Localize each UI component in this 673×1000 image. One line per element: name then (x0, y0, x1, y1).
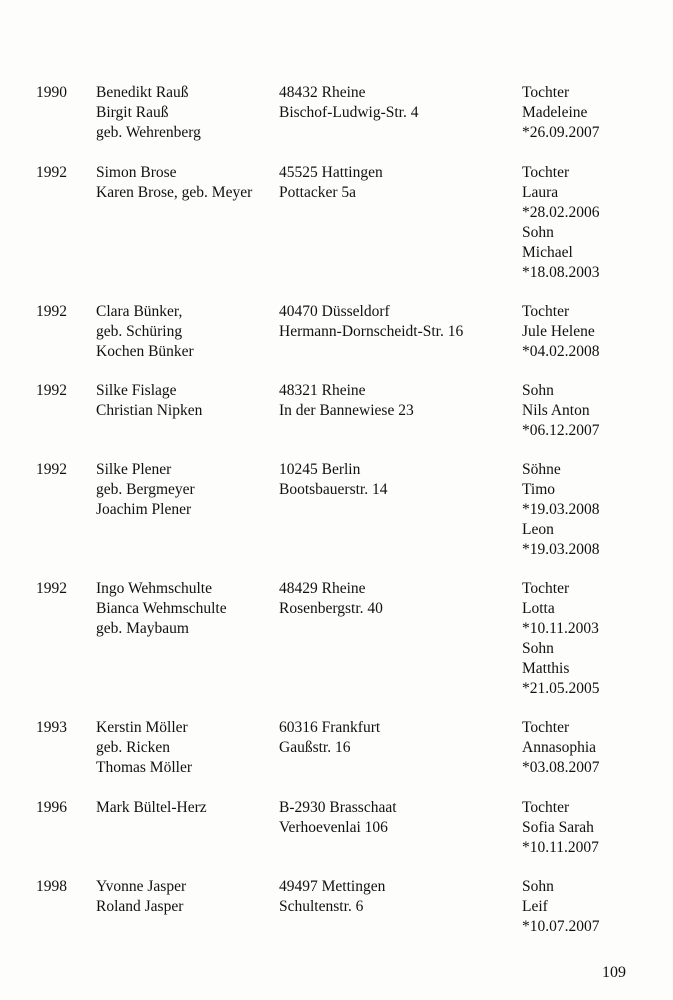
entry-names-line: geb. Bergmeyer (96, 481, 195, 498)
entry-address (279, 302, 463, 342)
entry-children-line: Michael (522, 244, 573, 261)
entry-names (96, 163, 252, 203)
entry-names-line: Christian Nipken (96, 402, 203, 419)
entry-names-line: Joachim Plener (96, 501, 192, 518)
entry-address-line: In der Bannewiese 23 (279, 402, 414, 419)
entry-address-line: Bootsbauerstr. 14 (279, 481, 388, 498)
entry-children-line: Tochter (522, 164, 570, 181)
year-text: 1990 (36, 84, 67, 101)
entry-children (522, 163, 600, 283)
year-text: 1992 (36, 164, 67, 181)
year-text: 1992 (36, 382, 67, 399)
entry-year (36, 877, 67, 897)
entry-names-line: Birgit Rauß (96, 104, 169, 121)
year-text: 1996 (36, 799, 67, 816)
entry-children-line: Sohn (522, 224, 554, 241)
entry-children-line: Leon (522, 521, 554, 538)
entry-children-line: *19.03.2008 (522, 501, 600, 518)
entry-names-line: Mark Bültel-Herz (96, 799, 207, 816)
entry-year (36, 381, 67, 401)
entry-names-line: Silke Plener (96, 461, 172, 478)
entry-children-line: *10.11.2003 (522, 620, 599, 637)
entry-address-line: Gaußstr. 16 (279, 739, 351, 756)
entry-address-line: 49497 Mettingen (279, 878, 386, 895)
entry-names-line: Karen Brose, geb. Meyer (96, 184, 253, 201)
year-text: 1992 (36, 580, 67, 597)
entry-children-line: Madeleine (522, 104, 588, 121)
entry-children-line: Tochter (522, 84, 570, 101)
entry-address-line: 48432 Rheine (279, 84, 366, 101)
entry-children-line: Sohn (522, 878, 554, 895)
entry-names (96, 302, 194, 362)
entry-children (522, 460, 600, 560)
entry-names-line: Silke Fislage (96, 382, 177, 399)
entry-address (279, 579, 383, 619)
entry-address-line: 10245 Berlin (279, 461, 361, 478)
entry-names (96, 718, 192, 778)
entry-children-line: Nils Anton (522, 402, 590, 419)
entry-children-line: Tochter (522, 719, 570, 736)
entry-children-line: *19.03.2008 (522, 541, 600, 558)
entry-address (279, 798, 397, 838)
entry-children-line: Matthis (522, 660, 570, 677)
entry-names-line: Clara Bünker, (96, 303, 183, 320)
year-text: 1998 (36, 878, 67, 895)
entry-children-line: Laura (522, 184, 559, 201)
entry-names (96, 460, 195, 520)
entry-names-line: geb. Wehrenberg (96, 124, 201, 141)
entry-names-line: geb. Ricken (96, 739, 171, 756)
entry-children (522, 579, 600, 699)
entry-children-line: *18.08.2003 (522, 264, 600, 281)
year-text: 1993 (36, 719, 67, 736)
entry-address-line: Pottacker 5a (279, 184, 357, 201)
entry-children-line: Lotta (522, 600, 555, 617)
entry-children-line: Sohn (522, 640, 554, 657)
entry-address-line: Verhoevenlai 106 (279, 819, 388, 836)
entry-address-line: Hermann-Dornscheidt-Str. 16 (279, 323, 464, 340)
entry-children (522, 381, 600, 441)
entry-children-line: *28.02.2006 (522, 204, 600, 221)
entry-address (279, 718, 380, 758)
entry-year (36, 798, 67, 818)
entry-names-line: Thomas Möller (96, 759, 192, 776)
entry-address-line: Bischof-Ludwig-Str. 4 (279, 104, 419, 121)
entry-names-line: Roland Jasper (96, 898, 184, 915)
entry-names-line: geb. Maybaum (96, 620, 189, 637)
entry-names (96, 877, 186, 917)
entry-names-line: Ingo Wehmschulte (96, 580, 212, 597)
entry-names (96, 381, 202, 421)
entry-children-line: *06.12.2007 (522, 422, 600, 439)
entry-children-line: Tochter (522, 580, 570, 597)
entry-children-line: Söhne (522, 461, 561, 478)
entry-children-line: *26.09.2007 (522, 124, 600, 141)
entry-children (522, 798, 599, 858)
entry-children (522, 718, 600, 778)
entry-children-line: *03.08.2007 (522, 759, 600, 776)
entry-children-line: Sohn (522, 382, 554, 399)
entry-names (96, 83, 201, 143)
entry-year (36, 83, 67, 103)
entry-address-line: 60316 Frankfurt (279, 719, 381, 736)
entry-names-line: Kerstin Möller (96, 719, 188, 736)
page-number: 109 (602, 964, 626, 981)
entry-address-line: Rosenbergstr. 40 (279, 600, 383, 617)
entry-children-line: Annasophia (522, 739, 597, 756)
entry-year (36, 163, 67, 183)
entry-year (36, 460, 67, 480)
entry-children-line: *10.07.2007 (522, 918, 600, 935)
entry-children-line: Tochter (522, 799, 570, 816)
entry-names-line: Kochen Bünker (96, 343, 194, 360)
year-text: 1992 (36, 461, 67, 478)
entry-address-line: B-2930 Brasschaat (279, 799, 397, 816)
entry-names-line: Benedikt Rauß (96, 84, 189, 101)
entry-address (279, 460, 388, 500)
entry-children-line: Timo (522, 481, 556, 498)
year-text: 1992 (36, 303, 67, 320)
entry-names-line: Bianca Wehmschulte (96, 600, 227, 617)
entry-children-line: Leif (522, 898, 548, 915)
entry-address-line: 45525 Hattingen (279, 164, 383, 181)
entry-children-line: Jule Helene (522, 323, 595, 340)
entry-children-line: *04.02.2008 (522, 343, 600, 360)
entry-address (279, 877, 385, 917)
entry-children (522, 83, 600, 143)
entry-names-line: Yvonne Jasper (96, 878, 187, 895)
entry-address (279, 83, 419, 123)
entry-children (522, 877, 600, 937)
entry-address-line: 48429 Rheine (279, 580, 366, 597)
entry-address-line: 48321 Rheine (279, 382, 366, 399)
entry-children-line: Sofia Sarah (522, 819, 594, 836)
entry-children-line: *21.05.2005 (522, 680, 600, 697)
entry-address (279, 381, 414, 421)
entry-children-line: Tochter (522, 303, 570, 320)
entry-year (36, 302, 67, 322)
entry-year (36, 579, 67, 599)
entry-children-line: *10.11.2007 (522, 839, 599, 856)
entry-year (36, 718, 67, 738)
entry-address (279, 163, 383, 203)
entry-children (522, 302, 600, 362)
entry-address-line: Schultenstr. 6 (279, 898, 364, 915)
entry-names-line: Simon Brose (96, 164, 177, 181)
entry-names-line: geb. Schüring (96, 323, 183, 340)
entry-address-line: 40470 Düsseldorf (279, 303, 390, 320)
entry-names (96, 579, 227, 639)
entry-names (96, 798, 207, 818)
